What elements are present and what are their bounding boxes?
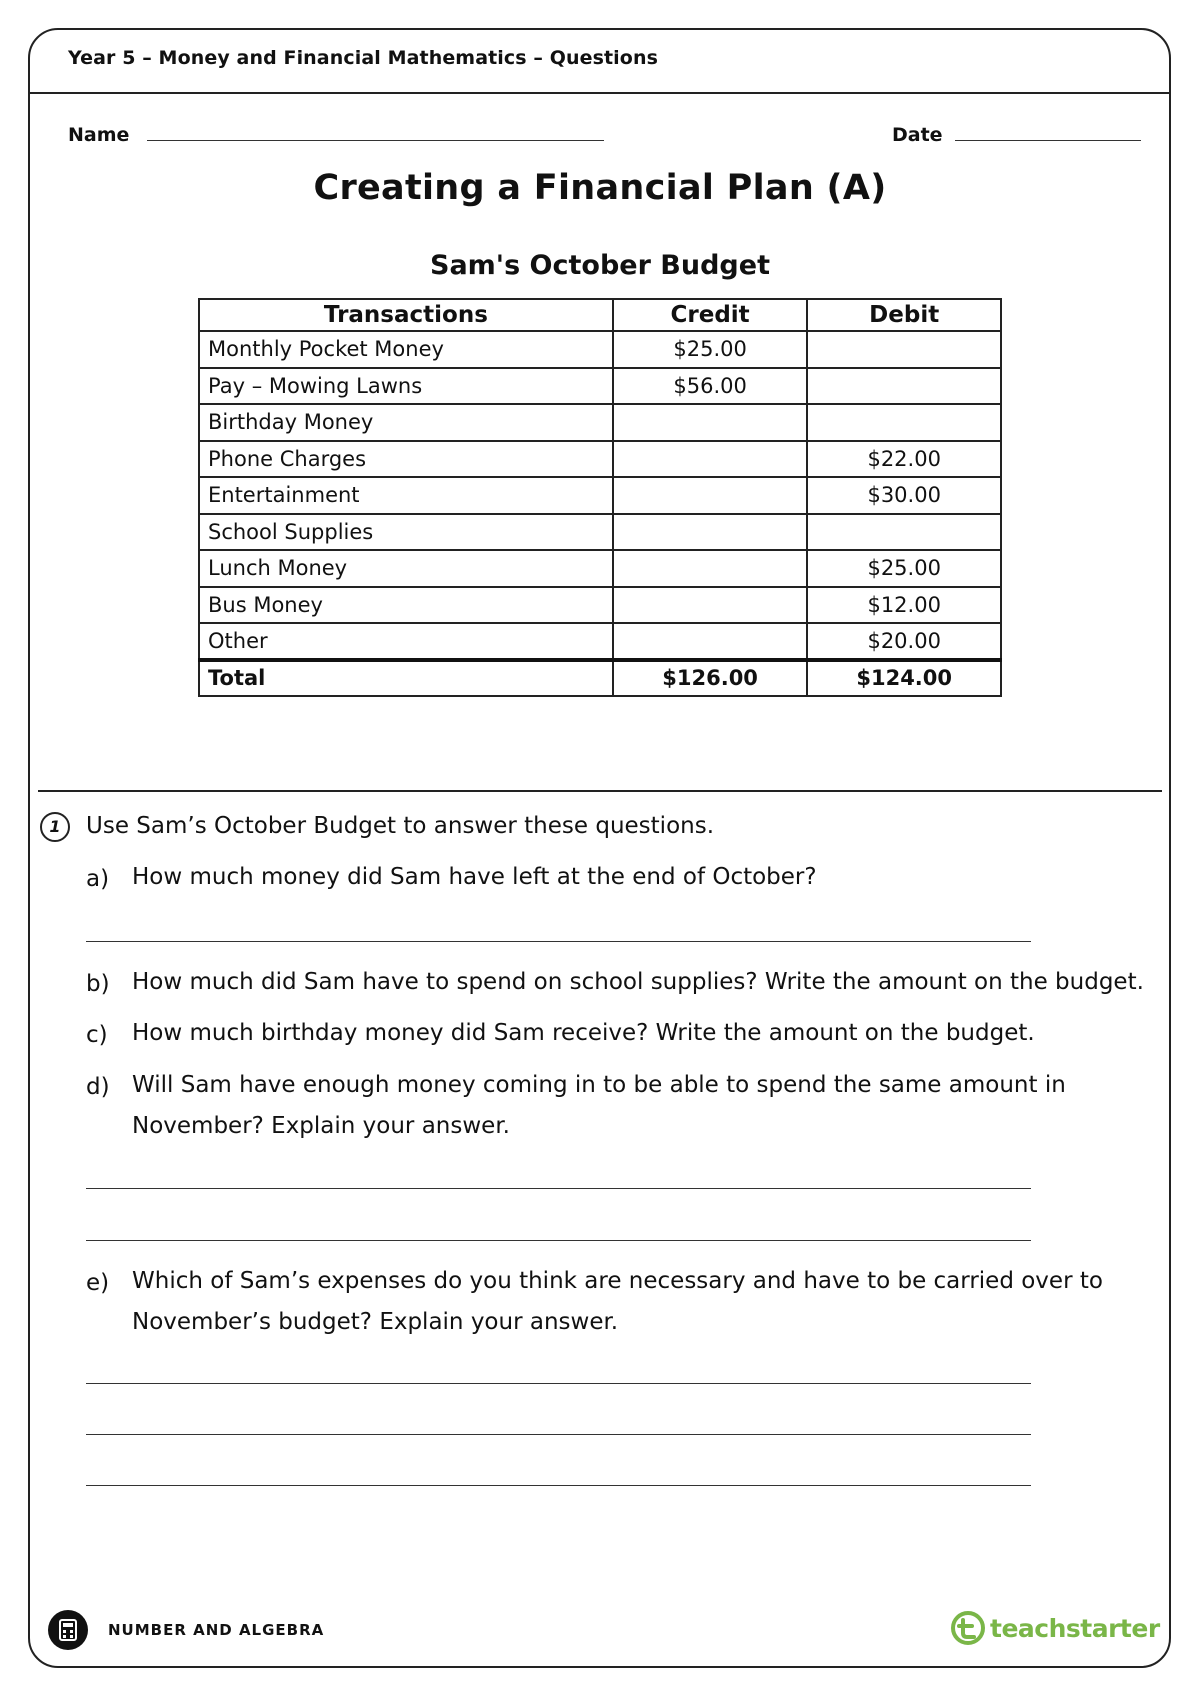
total-credit: $126.00 <box>613 660 808 697</box>
transaction-cell: Monthly Pocket Money <box>199 331 613 368</box>
teachstarter-logo-text: teachstarter <box>990 1613 1160 1643</box>
total-label: Total <box>199 660 613 697</box>
part-a-letter: a) <box>86 866 110 892</box>
total-row <box>199 660 1001 697</box>
debit-cell: $20.00 <box>807 623 1001 660</box>
header-divider <box>28 92 1171 94</box>
table-header-row <box>199 299 1001 331</box>
table-row <box>199 514 1001 551</box>
part-d-text-line1: Will Sam have enough money coming in to be able to spend the same amount in <box>132 1072 1066 1098</box>
answer-line-e3[interactable] <box>86 1485 1031 1486</box>
budget-table <box>198 298 1002 697</box>
table-row <box>199 331 1001 368</box>
table-row <box>199 441 1001 478</box>
question-prompt: Use Sam’s October Budget to answer these questions. <box>86 813 715 839</box>
credit-cell <box>613 514 808 551</box>
teachstarter-logo-icon <box>950 1610 986 1646</box>
header-debit: Debit <box>807 299 1001 331</box>
credit-cell: $56.00 <box>613 368 808 405</box>
part-e-text-line2: November’s budget? Explain your answer. <box>132 1309 619 1335</box>
debit-cell <box>807 331 1001 368</box>
answer-line-a[interactable] <box>86 941 1031 942</box>
debit-cell <box>807 404 1001 441</box>
strand-label: NUMBER AND ALGEBRA <box>108 1621 325 1639</box>
credit-cell <box>613 623 808 660</box>
part-a-text: How much money did Sam have left at the end of October? <box>132 864 817 890</box>
part-d-letter: d) <box>86 1074 110 1100</box>
transaction-cell: Birthday Money <box>199 404 613 441</box>
table-row <box>199 623 1001 660</box>
page-title: Creating a Financial Plan (A) <box>313 168 887 208</box>
section-divider <box>38 790 1162 792</box>
credit-cell: $25.00 <box>613 331 808 368</box>
calculator-icon <box>48 1610 88 1650</box>
part-c-letter: c) <box>86 1022 108 1048</box>
debit-cell: $22.00 <box>807 441 1001 478</box>
name-label: Name <box>68 124 130 146</box>
header-title: Year 5 – Money and Financial Mathematics – Questions <box>68 47 658 69</box>
transaction-cell: School Supplies <box>199 514 613 551</box>
debit-cell: $30.00 <box>807 477 1001 514</box>
question-number-badge: 1 <box>40 812 70 842</box>
debit-cell: $12.00 <box>807 587 1001 624</box>
date-field[interactable] <box>955 140 1141 141</box>
transaction-cell: Other <box>199 623 613 660</box>
part-d-text-line2: November? Explain your answer. <box>132 1113 510 1139</box>
credit-cell <box>613 441 808 478</box>
answer-line-e2[interactable] <box>86 1434 1031 1435</box>
answer-line-e1[interactable] <box>86 1383 1031 1384</box>
header-transactions: Transactions <box>199 299 613 331</box>
table-row <box>199 550 1001 587</box>
table-row <box>199 477 1001 514</box>
credit-cell <box>613 587 808 624</box>
transaction-cell: Pay – Mowing Lawns <box>199 368 613 405</box>
teachstarter-logo <box>950 1610 1160 1646</box>
credit-cell <box>613 550 808 587</box>
transaction-cell: Lunch Money <box>199 550 613 587</box>
credit-cell-birthday[interactable] <box>613 404 808 441</box>
table-row <box>199 587 1001 624</box>
answer-line-d1[interactable] <box>86 1188 1031 1189</box>
part-e-text-line1: Which of Sam’s expenses do you think are necessary and have to be carried over to <box>132 1268 1103 1294</box>
transaction-cell: Bus Money <box>199 587 613 624</box>
total-debit: $124.00 <box>807 660 1001 697</box>
name-field[interactable] <box>147 140 604 141</box>
part-c-text: How much birthday money did Sam receive? Write the amount on the budget. <box>132 1020 1035 1046</box>
credit-cell <box>613 477 808 514</box>
date-label: Date <box>892 124 943 146</box>
transaction-cell: Entertainment <box>199 477 613 514</box>
answer-line-d2[interactable] <box>86 1240 1031 1241</box>
debit-cell: $25.00 <box>807 550 1001 587</box>
part-b-letter: b) <box>86 971 110 997</box>
transaction-cell: Phone Charges <box>199 441 613 478</box>
debit-cell <box>807 368 1001 405</box>
table-row <box>199 404 1001 441</box>
table-row <box>199 368 1001 405</box>
debit-cell-school-supplies[interactable] <box>807 514 1001 551</box>
header-credit: Credit <box>613 299 808 331</box>
part-b-text: How much did Sam have to spend on school supplies? Write the amount on the budget. <box>132 969 1144 995</box>
budget-title: Sam's October Budget <box>430 250 770 281</box>
part-e-letter: e) <box>86 1270 110 1296</box>
